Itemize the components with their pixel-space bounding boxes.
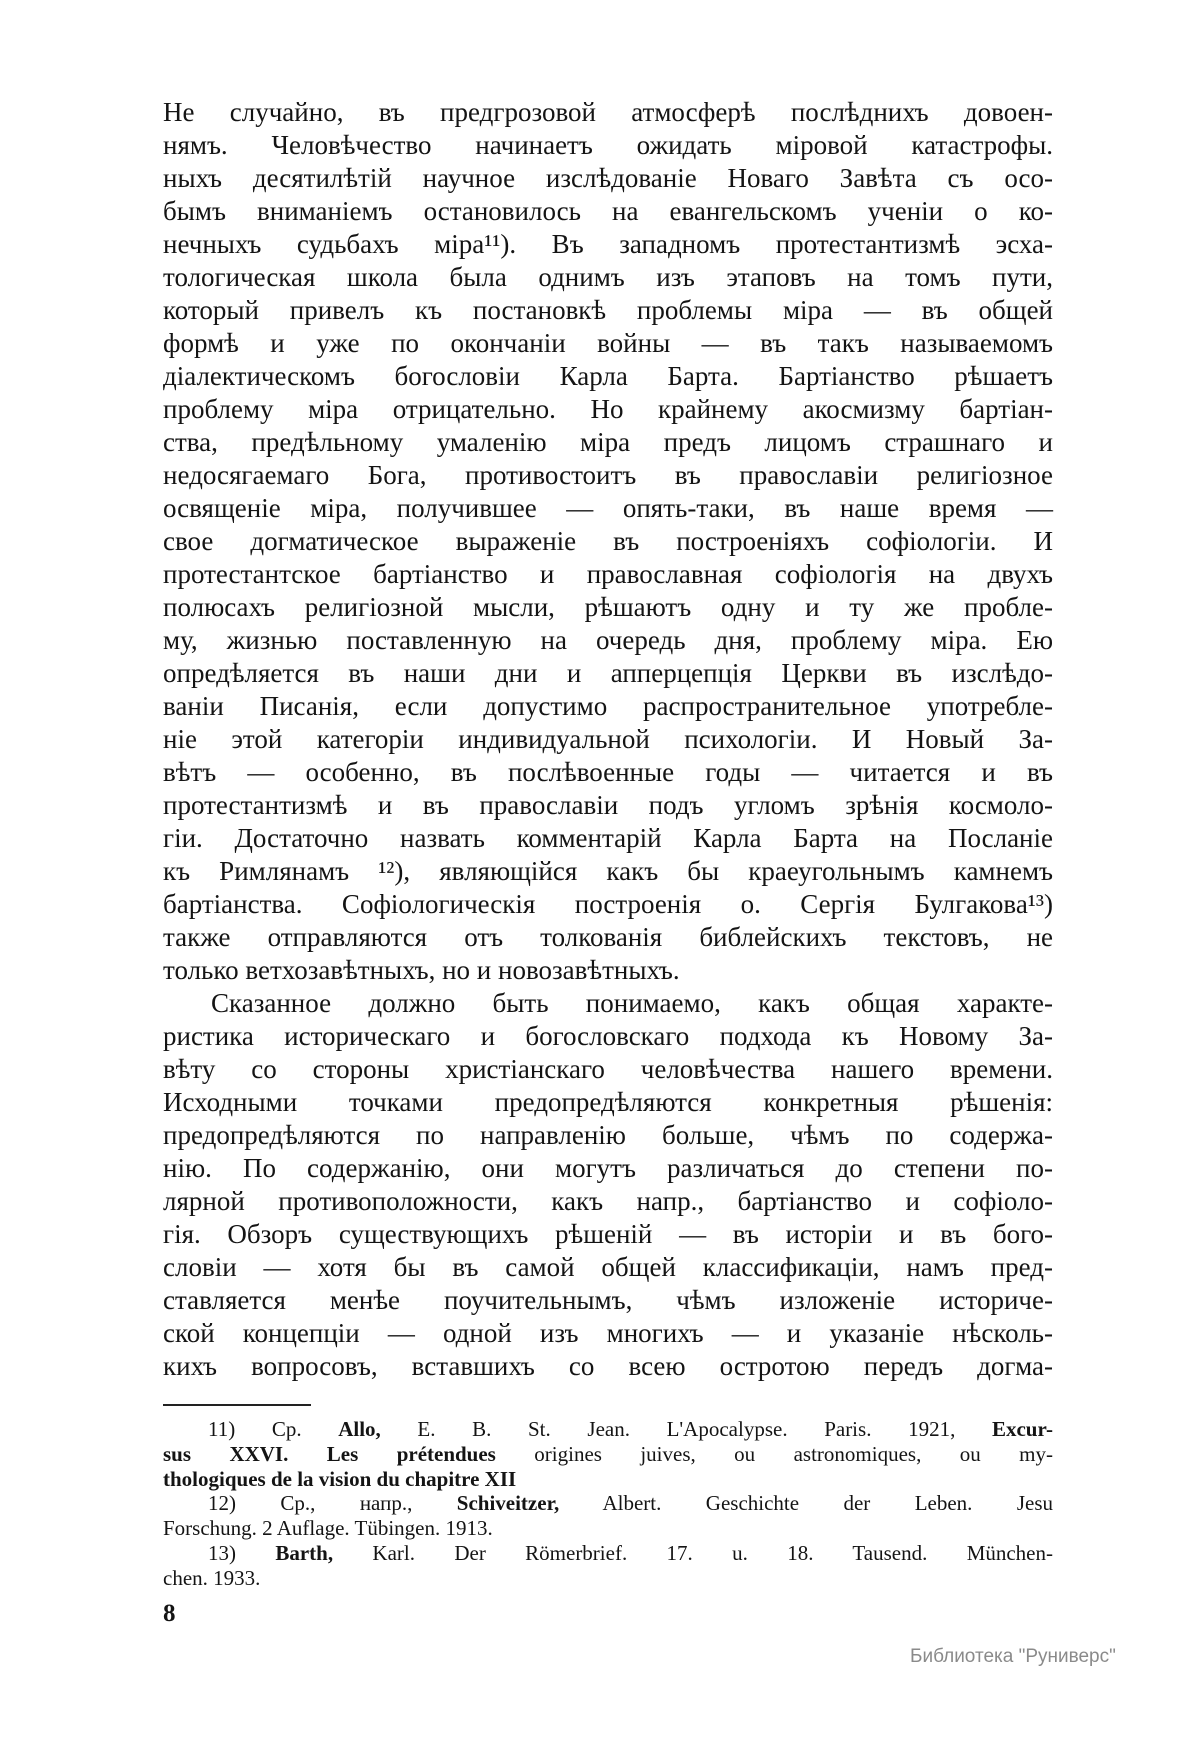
text-line: Не случайно, въ предгрозовой атмосферѣ послѣднихъ довоен- [163,97,1053,127]
library-watermark: Библиотека "Руниверс" [910,1646,1116,1667]
text-line: ніе этой категоріи индивидуальной психологіи. И Новый За- [163,724,1053,754]
footnote-line [163,1442,1053,1467]
text-line: ныхъ десятилѣтій научное изслѣдованіе Новаго Завѣта съ осо- [163,163,1053,193]
text-line: му, жизнью поставленную на очередь дня, проблему міра. Ею [163,625,1053,655]
footnote-line [163,1491,1053,1516]
footnote-bold-text: Allo, [338,1417,381,1441]
text-line: Исходными точками предопредѣляются конкретныя рѣшенія: [163,1087,1053,1117]
footnote-bold-text: thologiques de la vision du chapitre XII [163,1466,517,1491]
text-line: гія. Обзоръ существующихъ рѣшеній — въ исторіи и въ бого- [163,1219,1053,1249]
text-line: недосягаемаго Бога, противостоитъ въ православіи религіозное [163,460,1053,490]
text-line: бымъ вниманіемъ остановилось на евангельскомъ ученіи о ко- [163,196,1053,226]
text-line: только ветхозавѣтныхъ, но и новозавѣтныхъ. [163,955,680,985]
footnote-text: 12) Ср., напр., [208,1491,457,1516]
text-line: освященіе міра, получившее — опять-таки, въ наше время — [163,493,1053,523]
text-line: лярной противоположности, какъ напр., бартіанство и софіоло- [163,1186,1053,1216]
text-line: который привелъ къ постановкѣ проблемы міра — въ общей [163,295,1053,325]
text-line: гіи. Достаточно назвать комментарій Карла Барта на Посланіе [163,823,1053,853]
footnote-text: Forschung. 2 Auflage. Tübingen. 1913. [163,1516,493,1541]
text-line: полюсахъ религіозной мысли, рѣшаютъ одну и ту же пробле- [163,592,1053,622]
text-line: ставляется менѣе поучительнымъ, чѣмъ изложеніе историче- [163,1285,1053,1315]
footnote-line [163,1541,1053,1566]
text-line: протестантское бартіанство и православная софіологія на двухъ [163,559,1053,589]
text-line: вѣту со стороны христіанскаго человѣчества нашего времени. [163,1054,1053,1084]
text-line: предопредѣляются по направленію больше, чѣмъ по содержа- [163,1120,1053,1150]
text-line: свое догматическое выраженіе въ построеніяхъ софіологіи. И [163,526,1053,556]
footnote-text: 11) Ср. [208,1417,339,1441]
footnote-text: 13) [208,1540,276,1565]
text-line: проблему міра отрицательно. Но крайнему акосмизму бартіан- [163,394,1053,424]
text-line: также отправляются отъ толкованія библейскихъ текстовъ, не [163,922,1053,952]
footnote-line [163,1417,1053,1442]
footnote-bold-text: sus XXVI. Les prétendues [163,1441,496,1466]
text-line: ваніи Писанія, если допустимо распространительное употребле- [163,691,1053,721]
footnote-bold-text: Excur- [991,1417,1053,1441]
footnotes [163,1417,1053,1591]
text-line: бартіанства. Софіологическія построенія о. Сергія Булгакова¹³) [163,889,1053,919]
footnote-bold-text: Schiveitzer, [456,1491,560,1516]
text-line: къ Римлянамъ ¹²), являющійся какъ бы краеугольнымъ камнемъ [163,856,1053,886]
footnote-text: Albert. Geschichte der Leben. Jesu [559,1491,1053,1516]
text-line: вѣтъ — особенно, въ послѣвоенные годы — читается и въ [163,757,1053,787]
text-line: протестантизмѣ и въ православіи подъ угломъ зрѣнія космоло- [163,790,1053,820]
body-text [163,96,1053,1383]
footnote-text: chen. 1933. [163,1565,261,1590]
text-line: діалектическомъ богословіи Карла Барта. Бартіанство рѣшаетъ [163,361,1053,391]
text-line: Сказанное должно быть понимаемо, какъ общая характе- [211,988,1053,1018]
text-line: ства, предѣльному умаленію міра предъ лицомъ страшнаго и [163,427,1053,457]
text-line: нечныхъ судьбахъ міра¹¹). Въ западномъ протестантизмѣ эсха- [163,229,1053,259]
footnote-text: E. B. St. Jean. L'Apocalypse. Paris. 1921, [380,1417,992,1441]
footnote-bold-text: Barth, [275,1540,334,1565]
text-line: словіи — хотя бы въ самой общей классификаціи, намъ пред- [163,1252,1053,1282]
text-line: тологическая школа была однимъ изъ этаповъ на томъ пути, [163,262,1053,292]
footnote-text: Karl. Der Römerbrief. 17. u. 18. Tausend. München- [333,1540,1053,1565]
footnote-divider [163,1404,311,1406]
footnote-line [163,1516,1053,1541]
footnote-text: origines juives, ou astronomiques, ou my- [495,1441,1053,1466]
text-line: ской концепціи — одной изъ многихъ — и указаніе нѣсколь- [163,1318,1053,1348]
footnote-line [163,1467,1053,1492]
text-line: опредѣляется въ наши дни и апперцепція Церкви въ изслѣдо- [163,658,1053,688]
text-line: нію. По содержанію, они могутъ различаться до степени по- [163,1153,1053,1183]
page-number: 8 [163,1600,176,1627]
text-line: нямъ. Человѣчество начинаетъ ожидать міровой катастрофы. [163,130,1053,160]
text-line: ристика историческаго и богословскаго подхода къ Новому За- [163,1021,1053,1051]
text-line: кихъ вопросовъ, вставшихъ со всею остротою передъ догма- [163,1351,1053,1381]
footnote-line [163,1566,1053,1591]
text-line: формѣ и уже по окончаніи войны — въ такъ называемомъ [163,328,1053,358]
